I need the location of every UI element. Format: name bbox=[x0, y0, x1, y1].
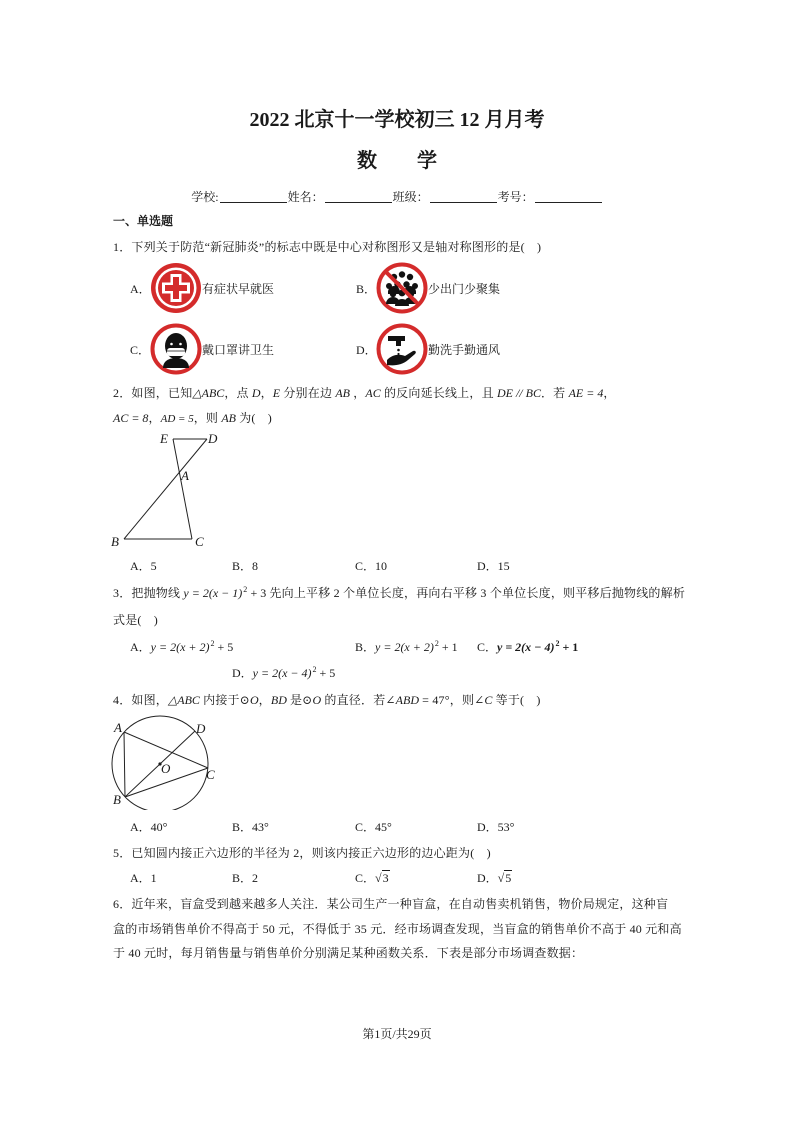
exam-number-blank[interactable] bbox=[535, 190, 602, 203]
q5-option-b[interactable] bbox=[232, 870, 258, 886]
option-formula: y = 2(x − 4) bbox=[497, 640, 555, 654]
option-letter: A． bbox=[130, 559, 151, 573]
subject-title: 数 学 bbox=[357, 150, 437, 172]
option-formula-tail: + 1 bbox=[438, 640, 458, 654]
radicand: 3 bbox=[382, 871, 389, 885]
q4-stem bbox=[113, 692, 541, 708]
q2-math: AC = 8 bbox=[113, 411, 149, 425]
option-value: 2 bbox=[252, 871, 259, 885]
page-number: 第1页/共29页 bbox=[362, 1027, 432, 1041]
school-label: 学校: bbox=[191, 190, 219, 204]
q2-text: 的反向延长线上，且 bbox=[380, 386, 497, 400]
q4-math: △ABC bbox=[168, 693, 200, 707]
q3-exponent: 2 bbox=[243, 585, 248, 594]
name-label: 姓名： bbox=[287, 190, 324, 204]
q3-option-b[interactable] bbox=[355, 639, 458, 657]
q4-text: 4．如图， bbox=[113, 693, 169, 707]
option-label: 戴口罩讲卫生 bbox=[202, 342, 275, 357]
q4-text: = 47°，则∠ bbox=[418, 693, 485, 707]
q2-text: ， bbox=[148, 411, 161, 425]
q2-option-a[interactable] bbox=[130, 558, 157, 574]
option-letter: B． bbox=[232, 871, 253, 885]
option-exponent: 2 bbox=[434, 639, 439, 648]
option-exponent: 2 bbox=[210, 639, 215, 648]
q3-option-a[interactable] bbox=[130, 639, 233, 657]
q5-option-c[interactable] bbox=[355, 870, 390, 886]
option-formula: y = 2(x + 2) bbox=[150, 640, 210, 654]
q4-circle-figure bbox=[105, 710, 230, 810]
point-label-o: O bbox=[161, 761, 171, 776]
q3-text: 先向上平移 2 个单位长度，再向右平移 3 个单位长度，则平移后抛物线的解析 bbox=[266, 586, 686, 600]
point-label-b: B bbox=[111, 534, 119, 549]
option-formula: y = 2(x − 4) bbox=[252, 666, 312, 680]
q4-math: C bbox=[484, 693, 493, 707]
option-letter: C． bbox=[355, 820, 376, 834]
q6-stem-line1: 6．近年来，盲盒受到越来越多人关注．某公司生产一种盲盒，在自动售卖机销售，物价局规定，这种盲 bbox=[113, 897, 669, 911]
segment-ec bbox=[173, 439, 192, 539]
q2-stem-line1 bbox=[113, 385, 616, 401]
option-letter: A． bbox=[130, 281, 151, 296]
q2-option-b[interactable] bbox=[232, 558, 258, 574]
option-value: 53° bbox=[497, 820, 515, 834]
q5-stem: 5．已知圆内接正六边形的半径为 2，则该内接正六边形的边心距为( ) bbox=[113, 846, 491, 860]
q2-text: ．若 bbox=[540, 386, 569, 400]
q2-text: ， bbox=[603, 386, 616, 400]
segment-ab bbox=[124, 732, 125, 797]
q3-stem-line1 bbox=[113, 585, 685, 603]
option-exponent: 2 bbox=[312, 665, 317, 674]
q1-option-c[interactable] bbox=[130, 323, 274, 375]
q2-math: E bbox=[272, 386, 281, 400]
q2-text: 为( ) bbox=[236, 411, 273, 425]
option-letter: D． bbox=[356, 342, 377, 357]
q1-option-b[interactable] bbox=[356, 262, 500, 314]
option-letter: D． bbox=[477, 820, 498, 834]
q3-formula-tail: + 3 bbox=[247, 586, 267, 600]
point-label-c: C bbox=[206, 767, 215, 782]
q4-math: ABD bbox=[395, 693, 419, 707]
q4-text: 的直径．若∠ bbox=[321, 693, 396, 707]
radical-sign: √ bbox=[375, 871, 382, 885]
q2-text: ， bbox=[350, 386, 366, 400]
q4-option-c[interactable] bbox=[355, 819, 392, 835]
option-letter: C． bbox=[477, 640, 498, 654]
q4-text: 是⊙ bbox=[286, 693, 313, 707]
option-letter: D． bbox=[477, 871, 498, 885]
q1-option-a[interactable] bbox=[130, 262, 274, 314]
hand-washing-icon bbox=[376, 323, 428, 375]
exam-title: 2022 北京十一学校初三 12 月月考 bbox=[249, 109, 545, 131]
q4-text: 内接于⊙ bbox=[199, 693, 250, 707]
class-label: 班级： bbox=[392, 190, 429, 204]
q4-text: 等于( ) bbox=[492, 693, 541, 707]
q2-text: 2．如图，已知 bbox=[113, 386, 193, 400]
q2-text: ， bbox=[260, 386, 273, 400]
radical-sign: √ bbox=[497, 871, 505, 885]
segment-db bbox=[124, 439, 207, 539]
point-label-a: A bbox=[114, 720, 122, 735]
q2-math: AB bbox=[335, 386, 351, 400]
option-value: 1 bbox=[150, 871, 157, 885]
option-letter: B． bbox=[232, 559, 253, 573]
student-info-line bbox=[0, 189, 794, 205]
option-letter: C． bbox=[355, 559, 376, 573]
exam-number-label: 考号： bbox=[497, 190, 534, 204]
section-title: 一、单选题 bbox=[113, 214, 174, 228]
q3-text: 3．把抛物线 bbox=[113, 586, 184, 600]
class-blank[interactable] bbox=[430, 190, 497, 203]
q2-math: AD = 5 bbox=[160, 413, 194, 425]
q2-math: AE = 4 bbox=[568, 386, 604, 400]
option-letter: A． bbox=[130, 640, 151, 654]
q2-option-c[interactable] bbox=[355, 558, 387, 574]
option-value: 43° bbox=[252, 820, 269, 834]
q3-formula: y = 2(x − 1) bbox=[183, 586, 243, 600]
point-label-c: C bbox=[195, 534, 204, 549]
school-blank[interactable] bbox=[220, 190, 287, 203]
q6-stem-line2: 盒的市场销售单价不得高于 50 元，不得低于 35 元．经市场调查发现，当盲盒的销售单价不高于 40 元和高 bbox=[113, 922, 682, 936]
option-letter: A． bbox=[130, 820, 151, 834]
option-value: 45° bbox=[375, 820, 392, 834]
radicand: 5 bbox=[505, 871, 512, 885]
option-label: 有症状早就医 bbox=[202, 281, 275, 296]
option-label: 勤洗手勤通风 bbox=[428, 342, 501, 357]
q2-text: ，则 bbox=[193, 411, 222, 425]
q2-option-d[interactable] bbox=[477, 558, 510, 574]
q2-math: AB bbox=[221, 411, 237, 425]
option-value: 10 bbox=[375, 559, 388, 573]
q1-option-d[interactable] bbox=[356, 323, 500, 375]
option-formula-tail: + 5 bbox=[316, 666, 336, 680]
q2-math: AC bbox=[365, 386, 381, 400]
option-value: 15 bbox=[497, 559, 510, 573]
option-letter: C． bbox=[355, 871, 376, 885]
q2-text: ，点 bbox=[224, 386, 252, 400]
q2-math: D bbox=[251, 386, 261, 400]
option-value: 8 bbox=[252, 559, 259, 573]
q4-option-a[interactable] bbox=[130, 819, 167, 835]
option-letter: D． bbox=[232, 666, 253, 680]
option-letter: B． bbox=[232, 820, 253, 834]
q4-option-b[interactable] bbox=[232, 819, 269, 835]
q4-math: BD bbox=[270, 693, 287, 707]
point-label-d: D bbox=[208, 431, 218, 446]
point-label-e: E bbox=[160, 431, 168, 446]
q4-option-d[interactable] bbox=[477, 819, 514, 835]
q1-stem: 1．下列关于防范“新冠肺炎”的标志中既是中心对称图形又是轴对称图形的是( ) bbox=[113, 240, 542, 254]
q5-option-a[interactable] bbox=[130, 870, 157, 886]
q2-triangle-figure bbox=[105, 425, 230, 550]
q2-text: 分别在边 bbox=[280, 386, 336, 400]
q5-option-d[interactable] bbox=[477, 870, 512, 886]
option-exponent: 2 bbox=[555, 639, 560, 648]
q4-math: O bbox=[249, 693, 259, 707]
q2-math: △ABC bbox=[192, 386, 225, 400]
q3-option-d[interactable] bbox=[232, 665, 335, 683]
no-gathering-icon bbox=[376, 262, 428, 314]
option-formula-tail: + 1 bbox=[559, 640, 579, 654]
q4-math: O bbox=[312, 693, 322, 707]
q4-text: ， bbox=[258, 693, 271, 707]
q3-option-c[interactable] bbox=[477, 639, 578, 657]
point-label-d: D bbox=[196, 721, 206, 736]
option-formula: y = 2(x + 2) bbox=[375, 640, 434, 654]
option-letter: A． bbox=[130, 871, 151, 885]
option-letter: B． bbox=[355, 640, 376, 654]
option-letter: C． bbox=[130, 342, 151, 357]
q3-stem-line2: 式是( ) bbox=[113, 613, 158, 627]
name-blank[interactable] bbox=[325, 190, 392, 203]
option-letter: B． bbox=[356, 281, 377, 296]
point-label-b: B bbox=[113, 792, 121, 807]
q6-stem-line3: 于 40 元时，每月销售量与销售单价分别满足某种函数关系．下表是部分市场调查数据： bbox=[113, 946, 584, 960]
option-value: 5 bbox=[150, 559, 157, 573]
q2-math: DE // BC bbox=[496, 386, 541, 400]
option-formula-tail: + 5 bbox=[214, 640, 234, 654]
point-label-a: A bbox=[181, 468, 189, 483]
medical-cross-icon bbox=[150, 262, 202, 314]
face-mask-icon bbox=[150, 323, 202, 375]
option-letter: D． bbox=[477, 559, 498, 573]
option-label: 少出门少聚集 bbox=[428, 281, 501, 296]
option-value: 40° bbox=[150, 820, 168, 834]
